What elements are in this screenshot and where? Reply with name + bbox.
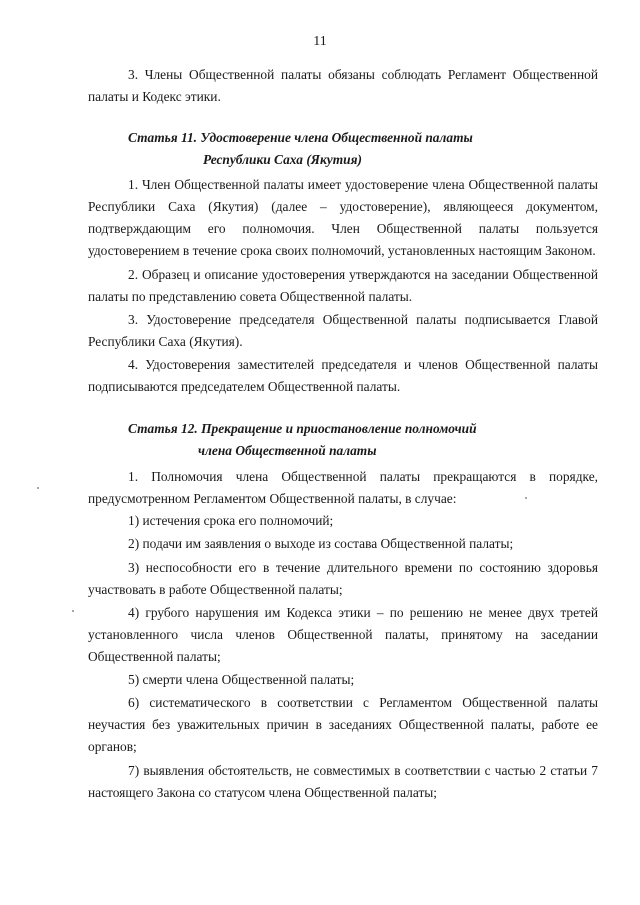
article-11-paragraph-4 [88, 354, 598, 398]
text-line: 2) подачи им заявления о выходе из состава Общественной палаты; [128, 536, 514, 551]
text-line: предусмотренном Регламентом Общественной палаты, в случае: [88, 491, 457, 506]
text-line: подтверждающим его полномочия. Член Общественной палаты пользуется [88, 221, 598, 236]
article-11-paragraph-1 [88, 174, 598, 262]
article-12-item-4 [88, 602, 598, 668]
page-number: 11 [313, 34, 327, 49]
article-12-item-3 [88, 557, 598, 601]
text-line: 3. Удостоверение председателя Общественной палаты подписывается Главой [128, 312, 598, 327]
text-line: удостоверением в течение срока своих полномочий, установленных настоящим Законом. [88, 243, 596, 258]
article-12-item-6 [88, 692, 598, 758]
text-line: 1. Полномочия члена Общественной палаты прекращаются в порядке, [128, 469, 598, 484]
article-11-paragraph-3 [88, 309, 598, 353]
text-line: Республики Саха (Якутия) (далее – удостоверение), являющееся документом, [88, 199, 598, 214]
text-line: 3) неспособности его в течение длительного времени по состоянию здоровья [128, 560, 598, 575]
article-12-paragraph-1 [88, 466, 598, 510]
article-11-title-line-1: Статья 11. Удостоверение члена Общественной палаты [128, 130, 473, 145]
text-line: 2. Образец и описание удостоверения утверждаются на заседании Общественной [128, 267, 598, 282]
text-line: установленного числа членов Общественной палаты, принятому на заседании [88, 627, 598, 642]
text-line: 5) смерти члена Общественной палаты; [128, 672, 355, 687]
text-line: 4) грубого нарушения им Кодекса этики – по решению не менее двух третей [128, 605, 598, 620]
text-line: 1) истечения срока его полномочий; [128, 513, 334, 528]
text-line: участвовать в работе Общественной палаты; [88, 582, 343, 597]
text-line: палаты и Кодекс этики. [88, 89, 221, 104]
paragraph-item-3-obligations [88, 64, 598, 108]
text-line: подписываются председателем Общественной палаты. [88, 379, 401, 394]
article-11-paragraph-2 [88, 264, 598, 308]
article-12-item-7 [88, 760, 598, 804]
text-line: неучастия без уважительных причин в заседаниях Общественной палаты, работе ее [88, 717, 598, 732]
article-11-title-line-2: Республики Саха (Якутия) [203, 152, 362, 167]
text-line: настоящего Закона со статусом члена Общественной палаты; [88, 785, 438, 800]
text-line: 6) систематического в соответствии с Регламентом Общественной палаты [128, 695, 598, 710]
text-line: Общественной палаты; [88, 649, 221, 664]
text-line: 7) выявления обстоятельств, не совместимых в соответствии с частью 2 статьи 7 [128, 763, 598, 778]
text-line: органов; [88, 739, 137, 754]
text-line: палаты по представлению совета Общественной палаты. [88, 289, 413, 304]
text-line: 3. Члены Общественной палаты обязаны соблюдать Регламент Общественной [128, 67, 598, 82]
text-line: 4. Удостоверения заместителей председателя и членов Общественной палаты [128, 357, 598, 372]
scan-speck [37, 487, 39, 489]
article-12-item-5 [88, 669, 598, 691]
article-12-title-line-2: члена Общественной палаты [198, 443, 377, 458]
article-12-item-2 [88, 533, 598, 555]
article-12-item-1 [88, 510, 598, 532]
scan-speck [72, 610, 74, 612]
scan-speck [525, 497, 527, 499]
text-line: 1. Член Общественной палаты имеет удостоверение члена Общественной палаты [128, 177, 598, 192]
text-line: Республики Саха (Якутия). [88, 334, 243, 349]
article-12-title-line-1: Статья 12. Прекращение и приостановление полномочий [128, 421, 477, 436]
